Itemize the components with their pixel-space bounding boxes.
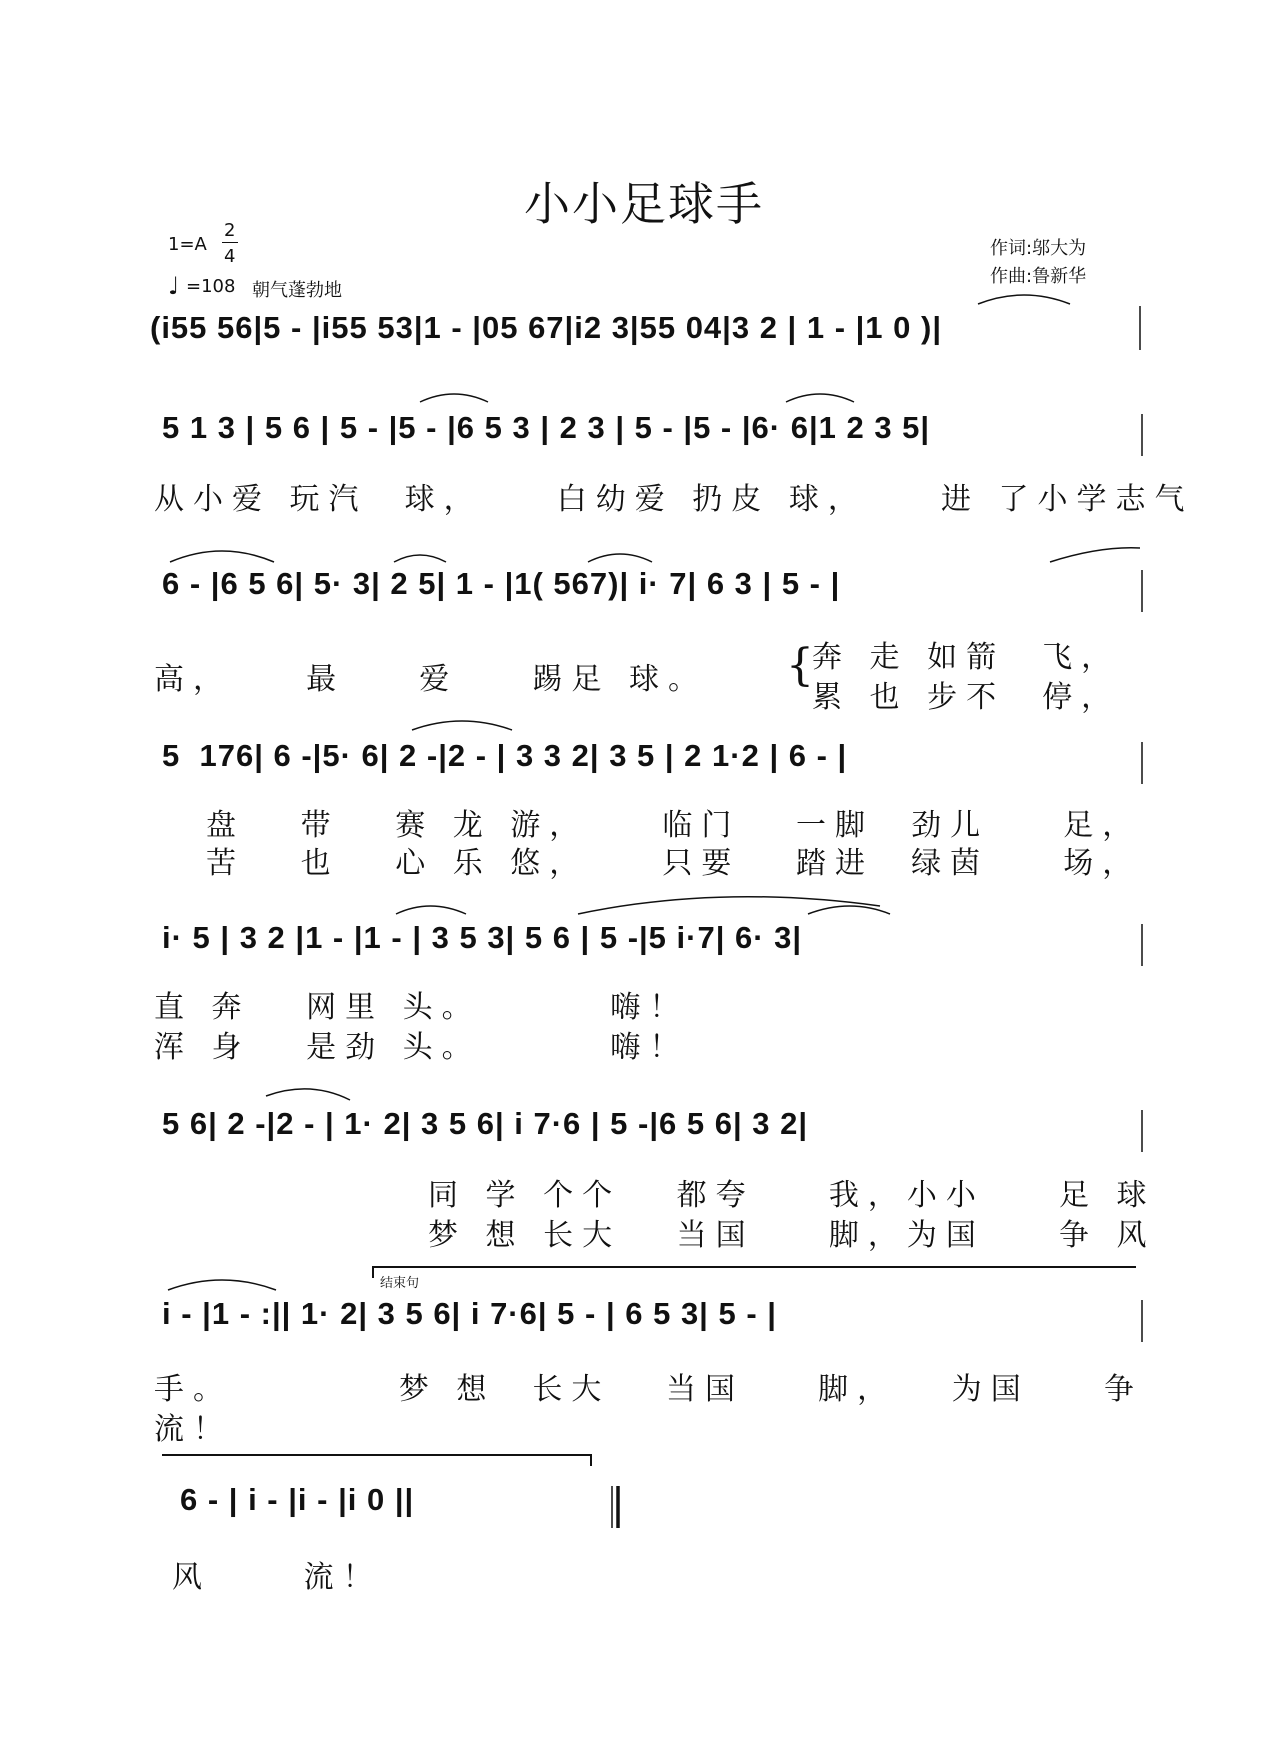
lyrics-row-5-verse-1: 直 奔 网里 头。 嗨！	[154, 990, 689, 1025]
notation-row-8: 6 - | i - |i - |i 0 ||	[180, 1482, 415, 1517]
song-title: 小小足球手	[524, 177, 764, 231]
time-signature-bottom: 4	[224, 246, 236, 267]
notation-row-2: 5 1 3 | 5 6 | 5 - |5 - |6 5 3 | 2 3 | 5 - |5 - |6· 6|1 2 3 5|	[162, 410, 931, 445]
lyrics-row-6-verse-1: 同 学 个个 都夸 我，小小 足 球	[428, 1178, 1156, 1213]
notation-row-5: i· 5 | 3 2 |1 - |1 - | 3 5 3| 5 6 | 5 -|5 i·7| 6· 3|	[162, 920, 803, 955]
notation-row-1: (i55 56|5 - |i55 53|1 - |05 67|i2 3|55 04|3 2 | 1 - |1 0 )|	[150, 310, 943, 345]
composer-credit: 作曲:鲁新华	[990, 266, 1087, 287]
lyrics-row-3: 高， 最 爱 踢足 球。	[154, 662, 707, 697]
lyrics-row-7: 手。 梦 想 长大 当国 脚， 为国 争	[154, 1372, 1143, 1407]
notation-row-3: 6 - |6 5 6| 5· 3| 2 5| 1 - |1( 567)| i· 7| 6 3 | 5 - |	[162, 566, 841, 601]
lyrics-row-4-verse-2: 苦 也 心 乐 悠， 只要 踏进 绿茵 场，	[206, 846, 1142, 881]
quarter-note-icon: ♩	[168, 272, 180, 300]
coda-label: 结束句	[380, 1276, 420, 1291]
notation-row-6: 5 6| 2 -|2 - | 1· 2| 3 5 6| i 7·6 | 5 -|6 5 6| 3 2|	[162, 1106, 809, 1141]
lyrics-row-3-verse-1: 奔 走 如箭 飞，	[812, 640, 1121, 675]
lyrics-row-8: 风 流！	[172, 1560, 382, 1595]
verse-brace-icon: {	[786, 640, 814, 691]
lyricist-credit: 作词:邬大为	[990, 238, 1087, 259]
notation-row-4: 5 176| 6 -|5· 6| 2 -|2 - | 3 3 2| 3 5 | 2 1·2 | 6 - |	[162, 738, 848, 773]
notation-row-7: i - |1 - :|| 1· 2| 3 5 6| i 7·6| 5 - | 6 5 3| 5 - |	[162, 1296, 777, 1331]
lyrics-row-4-verse-1: 盘 带 赛 龙 游， 临门 一脚 劲儿 足，	[206, 808, 1142, 843]
time-signature-top: 2	[224, 220, 236, 241]
lyrics-row-6-verse-2: 梦 想 长大 当国 脚，为国 争 风	[428, 1218, 1156, 1253]
lyrics-row-3-verse-2: 累 也 步不 停，	[812, 680, 1121, 715]
expression-marking: 朝气蓬勃地	[252, 280, 342, 301]
lyrics-row-7-extra: 流！	[154, 1412, 232, 1447]
lyrics-row-2: 从小爱 玩汽 球， 白幼爱 扔皮 球， 进 了小学志气	[154, 482, 1194, 517]
tempo-marking: =108	[186, 276, 236, 297]
lyrics-row-5-verse-2: 浑 身 是劲 头。 嗨！	[154, 1030, 689, 1065]
key-signature: 1=A	[168, 234, 207, 255]
